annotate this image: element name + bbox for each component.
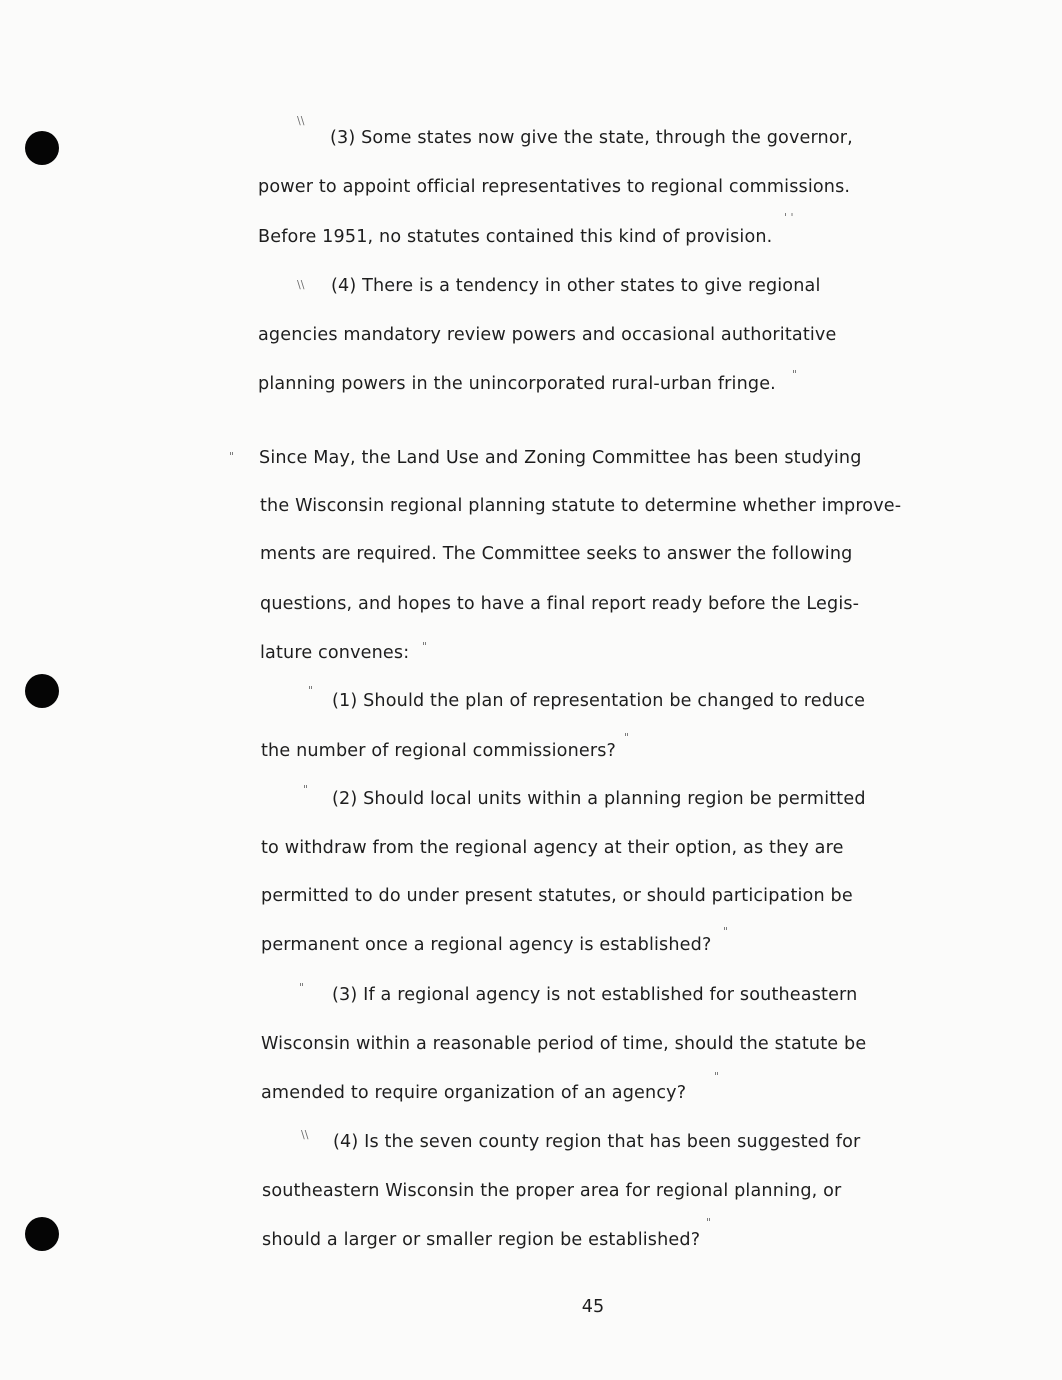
text-line: the Wisconsin regional planning statute to determine whether improve- bbox=[260, 496, 902, 516]
quote-mark: " bbox=[723, 925, 729, 938]
page-number: 45 bbox=[581, 1297, 605, 1317]
quote-mark: " bbox=[308, 684, 314, 697]
quote-mark: \\ bbox=[297, 278, 305, 291]
text-line: ments are required. The Committee seeks to answer the following bbox=[260, 544, 853, 564]
text-line: (2) Should local units within a planning region be permitted bbox=[332, 789, 866, 809]
text-line: Since May, the Land Use and Zoning Committee has been studying bbox=[259, 448, 862, 468]
text-line: (4) Is the seven county region that has been suggested for bbox=[333, 1132, 861, 1152]
quote-mark: " bbox=[714, 1070, 720, 1083]
text-line: permanent once a regional agency is established? bbox=[261, 935, 712, 955]
text-line: (1) Should the plan of representation be changed to reduce bbox=[332, 691, 866, 711]
quote-mark: " bbox=[706, 1216, 712, 1229]
quote-mark: ' ' bbox=[784, 211, 794, 224]
punch-hole bbox=[25, 674, 59, 708]
text-line: amended to require organization of an agency? bbox=[261, 1083, 687, 1103]
punch-hole bbox=[25, 131, 59, 165]
text-line: planning powers in the unincorporated rural-urban fringe. bbox=[258, 374, 776, 394]
punch-hole bbox=[25, 1217, 59, 1251]
quote-mark: " bbox=[299, 981, 305, 994]
quote-mark: " bbox=[229, 450, 235, 463]
text-line: (3) Some states now give the state, through the governor, bbox=[330, 128, 853, 148]
text-line: Before 1951, no statutes contained this kind of provision. bbox=[258, 227, 773, 247]
text-line: should a larger or smaller region be established? bbox=[262, 1230, 701, 1250]
text-line: agencies mandatory review powers and occasional authoritative bbox=[258, 325, 837, 345]
quote-mark: \\ bbox=[297, 114, 305, 127]
quote-mark: " bbox=[303, 783, 309, 796]
text-line: lature convenes: bbox=[260, 643, 410, 663]
quote-mark: " bbox=[624, 731, 630, 744]
text-line: to withdraw from the regional agency at their option, as they are bbox=[261, 838, 844, 858]
quote-mark: " bbox=[792, 368, 798, 381]
text-line: permitted to do under present statutes, or should participation be bbox=[261, 886, 853, 906]
text-line: southeastern Wisconsin the proper area for regional planning, or bbox=[262, 1181, 842, 1201]
quote-mark: \\ bbox=[301, 1128, 309, 1141]
text-line: (4) There is a tendency in other states to give regional bbox=[331, 276, 821, 296]
text-line: (3) If a regional agency is not established for southeastern bbox=[332, 985, 858, 1005]
quote-mark: " bbox=[422, 640, 428, 653]
text-line: questions, and hopes to have a final report ready before the Legis- bbox=[260, 594, 860, 614]
text-line: the number of regional commissioners? bbox=[261, 741, 617, 761]
text-line: Wisconsin within a reasonable period of time, should the statute be bbox=[261, 1034, 867, 1054]
text-line: power to appoint official representatives to regional commissions. bbox=[258, 177, 851, 197]
